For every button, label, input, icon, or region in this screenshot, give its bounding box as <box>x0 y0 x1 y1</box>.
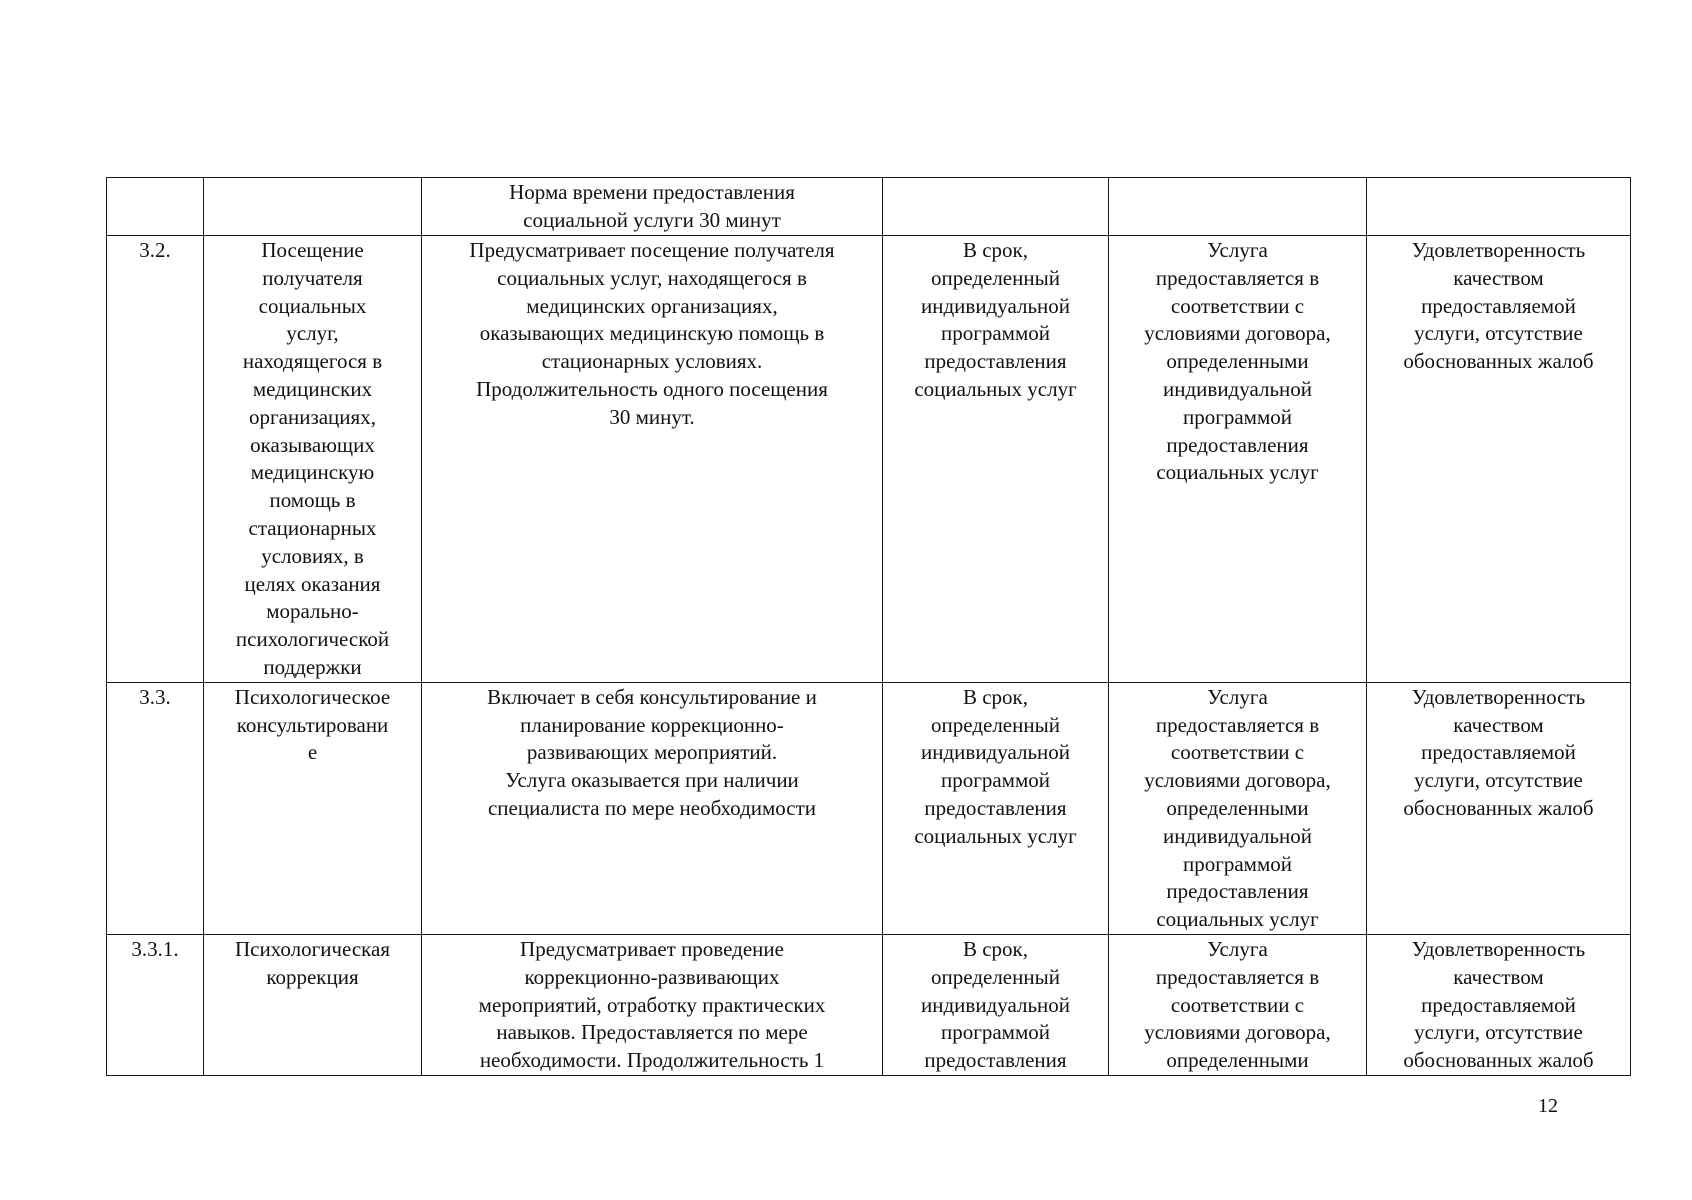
service-quality-cell <box>1367 236 1631 683</box>
table-row <box>107 682 1631 934</box>
service-description-cell <box>422 178 883 236</box>
service-conditions-cell <box>1109 934 1367 1075</box>
service-name-cell <box>204 236 422 683</box>
service-conditions-cell <box>1109 682 1367 934</box>
service-name-cell <box>204 682 422 934</box>
service-conditions-cell <box>1109 236 1367 683</box>
service-term: В срок, определенный индивидуальной программой предоставления социальных услуг <box>914 684 1077 848</box>
service-name: Психологическая коррекция <box>234 936 391 989</box>
page-number: 12 <box>1538 1095 1558 1117</box>
service-quality-cell <box>1367 934 1631 1075</box>
service-number: 3.3.1. <box>131 936 179 961</box>
service-quality: Удовлетворенность качеством предоставляемой услуги, отсутствие обоснованных жалоб <box>1403 936 1594 1073</box>
service-description-cell <box>422 682 883 934</box>
service-term-cell <box>883 682 1109 934</box>
service-name-cell <box>204 178 422 236</box>
service-name-cell <box>204 934 422 1075</box>
service-term-cell <box>883 236 1109 683</box>
service-term: В срок, определенный индивидуальной программой предоставления <box>921 936 1070 1073</box>
service-conditions: Услуга предоставляется в соответствии с условиями договора, определенными индивидуальной программой предоставления социальных услуг <box>1144 238 1331 485</box>
service-name: Психологическое консультировани е <box>234 684 391 765</box>
service-quality-cell <box>1367 178 1631 236</box>
service-description: Норма времени предоставления социальной услуги 30 минут <box>509 180 795 232</box>
service-term-cell <box>883 934 1109 1075</box>
service-number-cell <box>107 236 204 683</box>
table-row <box>107 178 1631 236</box>
service-number-cell <box>107 178 204 236</box>
service-description: Предусматривает посещение получателя социальных услуг, находящегося в медицинских организациях, оказывающих медицинскую помощь в стационарных условиях. Продолжительность одного посещения 30 минут. <box>469 238 835 429</box>
service-description-cell <box>422 934 883 1075</box>
service-name: Посещение получателя социальных услуг, находящегося в медицинских организациях, оказывающих медицинскую помощь в стационарных условиях, в целях оказания морально- психологической поддержки <box>235 238 390 679</box>
service-term: В срок, определенный индивидуальной программой предоставления социальных услуг <box>914 238 1077 401</box>
service-conditions-cell <box>1109 178 1367 236</box>
service-quality: Удовлетворенность качеством предоставляемой услуги, отсутствие обоснованных жалоб <box>1403 238 1594 374</box>
table-row <box>107 934 1631 1075</box>
services-table <box>106 177 1631 1076</box>
service-description: Предусматривает проведение коррекционно-развивающих мероприятий, отработку практических навыков. Предоставляется по мере необходимости. Продолжительность 1 <box>478 936 826 1073</box>
service-number-cell <box>107 682 204 934</box>
service-quality: Удовлетворенность качеством предоставляемой услуги, отсутствие обоснованных жалоб <box>1403 684 1594 820</box>
service-quality-cell <box>1367 682 1631 934</box>
service-description: Включает в себя консультирование и планирование коррекционно- развивающих мероприятий. Услуга оказывается при наличии специалиста по мере необходимости <box>487 684 817 820</box>
service-conditions: Услуга предоставляется в соответствии с условиями договора, определенными <box>1144 936 1331 1073</box>
service-number: 3.3. <box>139 684 171 709</box>
table-row <box>107 236 1631 683</box>
service-term-cell <box>883 178 1109 236</box>
service-number: 3.2. <box>139 238 171 262</box>
service-conditions: Услуга предоставляется в соответствии с условиями договора, определенными индивидуальной программой предоставления социальных услуг <box>1144 684 1331 932</box>
service-number-cell <box>107 934 204 1075</box>
service-description-cell <box>422 236 883 683</box>
